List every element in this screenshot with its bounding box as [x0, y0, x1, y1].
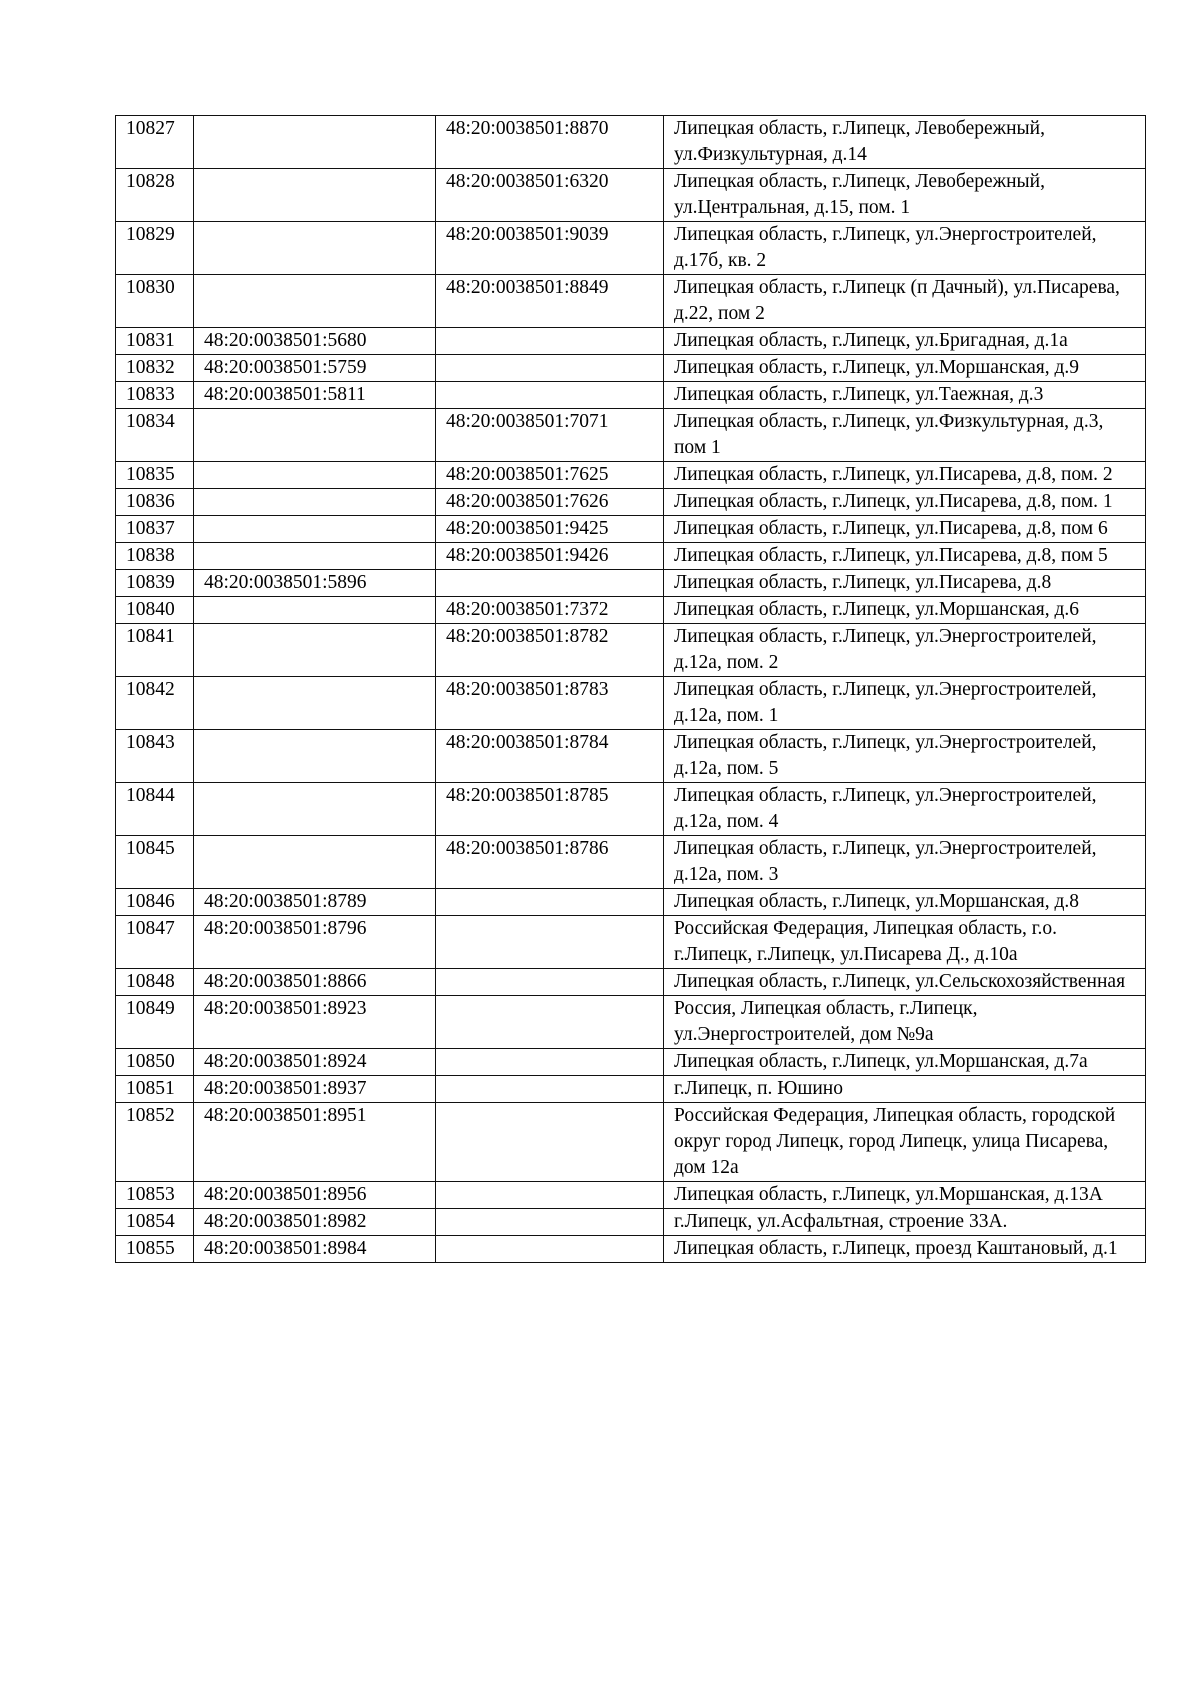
address-cell: Липецкая область, г.Липецк, ул.Энергостроителей, д.12а, пом. 3: [664, 836, 1146, 889]
building-cadastral-number-cell: 48:20:0038501:7071: [436, 409, 664, 462]
building-cadastral-number-cell: [436, 570, 664, 597]
address-cell: Российская Федерация, Липецкая область, городской округ город Липецк, город Липецк, улица Писарева, дом 12а: [664, 1103, 1146, 1182]
land-cadastral-number-cell: [194, 836, 436, 889]
table-row: [116, 1236, 1146, 1263]
address-cell: г.Липецк, ул.Асфальтная, строение 33А.: [664, 1209, 1146, 1236]
table-row: [116, 1103, 1146, 1182]
land-cadastral-number-cell: 48:20:0038501:5759: [194, 355, 436, 382]
building-cadastral-number-cell: [436, 355, 664, 382]
land-cadastral-number-cell: 48:20:0038501:5680: [194, 328, 436, 355]
address-cell: Липецкая область, г.Липецк, ул.Физкультурная, д.3, пом 1: [664, 409, 1146, 462]
address-cell: Липецкая область, г.Липецк, ул.Энергостроителей, д.12а, пом. 5: [664, 730, 1146, 783]
land-cadastral-number-cell: [194, 169, 436, 222]
table-row: [116, 916, 1146, 969]
building-cadastral-number-cell: [436, 1103, 664, 1182]
table-row: [116, 624, 1146, 677]
building-cadastral-number-cell: [436, 1049, 664, 1076]
address-cell: Липецкая область, г.Липецк, ул.Энергостроителей, д.12а, пом. 1: [664, 677, 1146, 730]
table-row: [116, 996, 1146, 1049]
address-cell: Липецкая область, г.Липецк, ул.Моршанская, д.13А: [664, 1182, 1146, 1209]
building-cadastral-number-cell: [436, 1182, 664, 1209]
table-row: [116, 836, 1146, 889]
table-row: [116, 382, 1146, 409]
land-cadastral-number-cell: 48:20:0038501:8924: [194, 1049, 436, 1076]
building-cadastral-number-cell: [436, 889, 664, 916]
row-number-cell: 10835: [116, 462, 194, 489]
land-cadastral-number-cell: 48:20:0038501:8984: [194, 1236, 436, 1263]
row-number-cell: 10843: [116, 730, 194, 783]
building-cadastral-number-cell: [436, 916, 664, 969]
land-cadastral-number-cell: [194, 783, 436, 836]
row-number-cell: 10828: [116, 169, 194, 222]
building-cadastral-number-cell: 48:20:0038501:7626: [436, 489, 664, 516]
address-cell: Липецкая область, г.Липецк, ул.Моршанская, д.9: [664, 355, 1146, 382]
address-cell: Липецкая область, г.Липецк, ул.Энергостроителей, д.12а, пом. 2: [664, 624, 1146, 677]
address-cell: Липецкая область, г.Липецк, ул.Писарева, д.8, пом. 2: [664, 462, 1146, 489]
building-cadastral-number-cell: 48:20:0038501:8783: [436, 677, 664, 730]
table-row: [116, 1076, 1146, 1103]
building-cadastral-number-cell: 48:20:0038501:7372: [436, 597, 664, 624]
land-cadastral-number-cell: [194, 516, 436, 543]
building-cadastral-number-cell: [436, 1236, 664, 1263]
land-cadastral-number-cell: 48:20:0038501:8796: [194, 916, 436, 969]
land-cadastral-number-cell: [194, 116, 436, 169]
land-cadastral-number-cell: 48:20:0038501:8789: [194, 889, 436, 916]
row-number-cell: 10834: [116, 409, 194, 462]
building-cadastral-number-cell: 48:20:0038501:8782: [436, 624, 664, 677]
land-cadastral-number-cell: 48:20:0038501:8937: [194, 1076, 436, 1103]
table-row: [116, 275, 1146, 328]
table-row: [116, 116, 1146, 169]
building-cadastral-number-cell: 48:20:0038501:9425: [436, 516, 664, 543]
table-row: [116, 355, 1146, 382]
table-row: [116, 489, 1146, 516]
land-cadastral-number-cell: [194, 222, 436, 275]
building-cadastral-number-cell: [436, 382, 664, 409]
row-number-cell: 10832: [116, 355, 194, 382]
table-row: [116, 889, 1146, 916]
table-row: [116, 730, 1146, 783]
land-cadastral-number-cell: [194, 624, 436, 677]
row-number-cell: 10850: [116, 1049, 194, 1076]
row-number-cell: 10842: [116, 677, 194, 730]
table-row: [116, 1049, 1146, 1076]
land-cadastral-number-cell: [194, 489, 436, 516]
row-number-cell: 10849: [116, 996, 194, 1049]
address-cell: Липецкая область, г.Липецк, ул.Сельскохозяйственная: [664, 969, 1146, 996]
address-cell: Липецкая область, г.Липецк, ул.Писарева, д.8, пом 6: [664, 516, 1146, 543]
address-cell: Липецкая область, г.Липецк, ул.Моршанская, д.8: [664, 889, 1146, 916]
land-cadastral-number-cell: [194, 409, 436, 462]
building-cadastral-number-cell: 48:20:0038501:8785: [436, 783, 664, 836]
row-number-cell: 10845: [116, 836, 194, 889]
building-cadastral-number-cell: 48:20:0038501:6320: [436, 169, 664, 222]
land-cadastral-number-cell: [194, 597, 436, 624]
table-row: [116, 1209, 1146, 1236]
building-cadastral-number-cell: 48:20:0038501:8849: [436, 275, 664, 328]
row-number-cell: 10855: [116, 1236, 194, 1263]
row-number-cell: 10829: [116, 222, 194, 275]
land-cadastral-number-cell: [194, 543, 436, 570]
row-number-cell: 10851: [116, 1076, 194, 1103]
table-row: [116, 462, 1146, 489]
land-cadastral-number-cell: [194, 462, 436, 489]
land-cadastral-number-cell: 48:20:0038501:8982: [194, 1209, 436, 1236]
address-cell: Российская Федерация, Липецкая область, г.о. г.Липецк, г.Липецк, ул.Писарева Д., д.10а: [664, 916, 1146, 969]
table-row: [116, 969, 1146, 996]
row-number-cell: 10852: [116, 1103, 194, 1182]
land-cadastral-number-cell: 48:20:0038501:8956: [194, 1182, 436, 1209]
address-cell: Липецкая область, г.Липецк, Левобережный, ул.Центральная, д.15, пом. 1: [664, 169, 1146, 222]
building-cadastral-number-cell: 48:20:0038501:8870: [436, 116, 664, 169]
table-row: [116, 543, 1146, 570]
building-cadastral-number-cell: 48:20:0038501:9426: [436, 543, 664, 570]
building-cadastral-number-cell: [436, 969, 664, 996]
row-number-cell: 10838: [116, 543, 194, 570]
row-number-cell: 10837: [116, 516, 194, 543]
row-number-cell: 10844: [116, 783, 194, 836]
address-cell: Липецкая область, г.Липецк, ул.Энергостроителей, д.17б, кв. 2: [664, 222, 1146, 275]
building-cadastral-number-cell: [436, 328, 664, 355]
address-cell: Липецкая область, г.Липецк, Левобережный, ул.Физкультурная, д.14: [664, 116, 1146, 169]
row-number-cell: 10836: [116, 489, 194, 516]
building-cadastral-number-cell: 48:20:0038501:8786: [436, 836, 664, 889]
table-row: [116, 169, 1146, 222]
row-number-cell: 10846: [116, 889, 194, 916]
building-cadastral-number-cell: [436, 996, 664, 1049]
building-cadastral-number-cell: 48:20:0038501:8784: [436, 730, 664, 783]
row-number-cell: 10831: [116, 328, 194, 355]
address-cell: Россия, Липецкая область, г.Липецк, ул.Энергостроителей, дом №9а: [664, 996, 1146, 1049]
address-cell: Липецкая область, г.Липецк, ул.Моршанская, д.7а: [664, 1049, 1146, 1076]
address-cell: г.Липецк, п. Юшино: [664, 1076, 1146, 1103]
land-cadastral-number-cell: [194, 275, 436, 328]
table-row: [116, 597, 1146, 624]
address-cell: Липецкая область, г.Липецк, ул.Бригадная, д.1а: [664, 328, 1146, 355]
building-cadastral-number-cell: 48:20:0038501:7625: [436, 462, 664, 489]
table-row: [116, 328, 1146, 355]
address-cell: Липецкая область, г.Липецк, ул.Писарева, д.8, пом 5: [664, 543, 1146, 570]
table-row: [116, 409, 1146, 462]
address-cell: Липецкая область, г.Липецк (п Дачный), ул.Писарева, д.22, пом 2: [664, 275, 1146, 328]
row-number-cell: 10841: [116, 624, 194, 677]
registry-table-body: [116, 116, 1146, 1263]
address-cell: Липецкая область, г.Липецк, ул.Моршанская, д.6: [664, 597, 1146, 624]
table-row: [116, 222, 1146, 275]
address-cell: Липецкая область, г.Липецк, ул.Писарева, д.8: [664, 570, 1146, 597]
building-cadastral-number-cell: 48:20:0038501:9039: [436, 222, 664, 275]
row-number-cell: 10839: [116, 570, 194, 597]
address-cell: Липецкая область, г.Липецк, ул.Писарева, д.8, пом. 1: [664, 489, 1146, 516]
land-cadastral-number-cell: 48:20:0038501:8923: [194, 996, 436, 1049]
table-row: [116, 677, 1146, 730]
address-cell: Липецкая область, г.Липецк, ул.Таежная, д.3: [664, 382, 1146, 409]
table-row: [116, 783, 1146, 836]
table-row: [116, 516, 1146, 543]
table-row: [116, 570, 1146, 597]
building-cadastral-number-cell: [436, 1076, 664, 1103]
row-number-cell: 10833: [116, 382, 194, 409]
row-number-cell: 10827: [116, 116, 194, 169]
row-number-cell: 10840: [116, 597, 194, 624]
registry-table: [115, 115, 1146, 1263]
land-cadastral-number-cell: [194, 730, 436, 783]
address-cell: Липецкая область, г.Липецк, проезд Каштановый, д.1: [664, 1236, 1146, 1263]
row-number-cell: 10830: [116, 275, 194, 328]
row-number-cell: 10854: [116, 1209, 194, 1236]
land-cadastral-number-cell: [194, 677, 436, 730]
land-cadastral-number-cell: 48:20:0038501:8951: [194, 1103, 436, 1182]
table-row: [116, 1182, 1146, 1209]
address-cell: Липецкая область, г.Липецк, ул.Энергостроителей, д.12а, пом. 4: [664, 783, 1146, 836]
land-cadastral-number-cell: 48:20:0038501:8866: [194, 969, 436, 996]
land-cadastral-number-cell: 48:20:0038501:5811: [194, 382, 436, 409]
land-cadastral-number-cell: 48:20:0038501:5896: [194, 570, 436, 597]
row-number-cell: 10847: [116, 916, 194, 969]
row-number-cell: 10853: [116, 1182, 194, 1209]
building-cadastral-number-cell: [436, 1209, 664, 1236]
row-number-cell: 10848: [116, 969, 194, 996]
